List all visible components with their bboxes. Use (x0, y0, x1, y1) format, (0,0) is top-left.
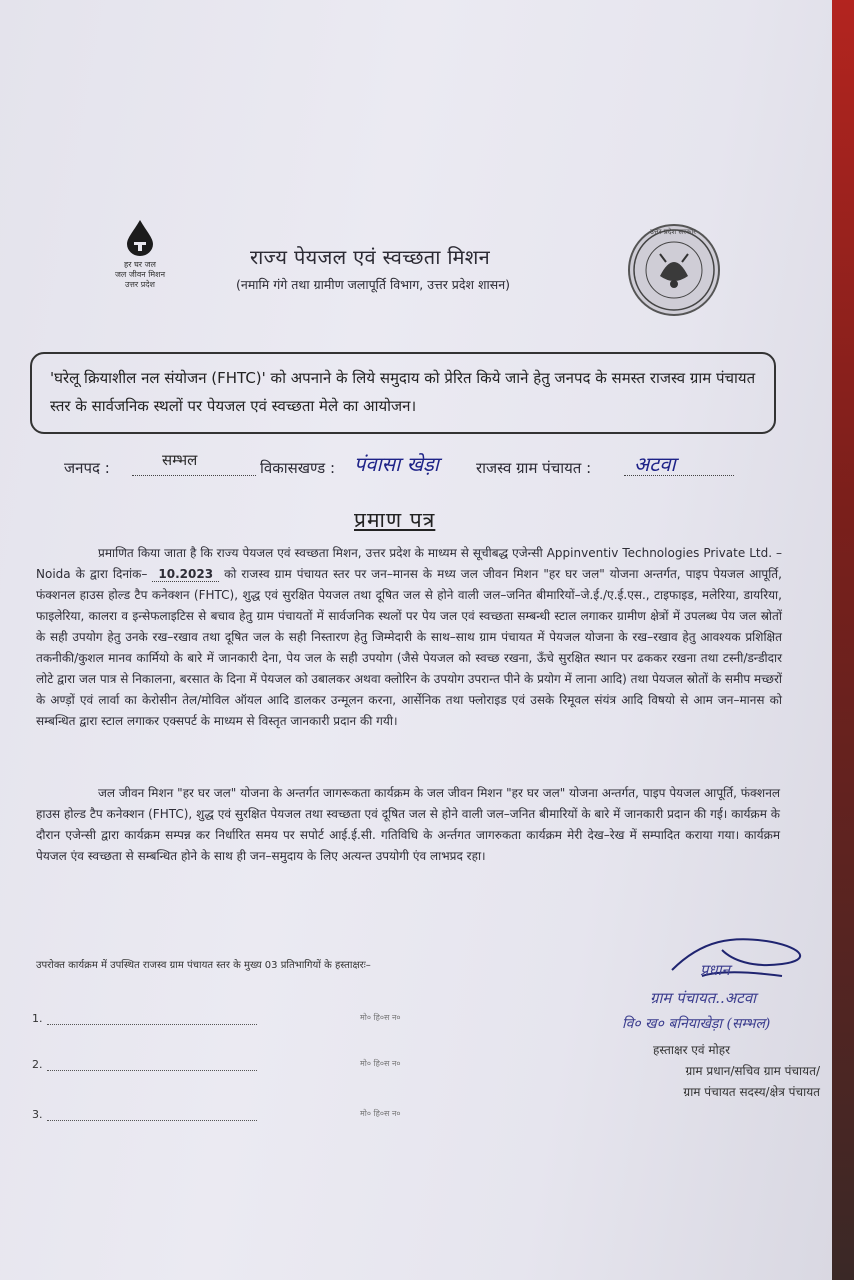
district-label: जनपद : (64, 459, 110, 477)
block-value: पंवासा खेड़ा (354, 452, 439, 476)
up-government-emblem-icon (628, 224, 720, 316)
participant-number: 2. (32, 1058, 43, 1071)
signatory-block (570, 1040, 820, 1103)
para1-part-a: प्रमाणित किया जाता है कि राज्य पेयजल एवं स्वच्छता मिशन, उत्तर प्रदेश के माध्यम से सूचीबद्ध एजेन्सी Appinventiv Technologies Private Ltd. – Noida के द्वारा दिनांक– (36, 546, 782, 581)
location-fields (64, 450, 784, 486)
district-underline (132, 474, 256, 476)
stamp-line-1: प्रधान (700, 961, 730, 979)
participant-row (32, 1058, 401, 1071)
event-date: 10.2023 (152, 567, 219, 582)
participant-number: 3. (32, 1108, 43, 1121)
signature-line (47, 1024, 257, 1025)
banner-text: 'घरेलू क्रियाशील नल संयोजन (FHTC)' को अपनाने के लिये समुदाय को प्रेरित किये जाने हेतु जनपद के समस्त राजस्व ग्राम पंचायत स्तर के सार्वजनिक स्थलों पर पेयजल एवं स्वच्छता मेले का आयोजन। (50, 369, 756, 415)
participant-number: 1. (32, 1012, 43, 1025)
signature-line (47, 1070, 257, 1071)
block-label: विकासखण्ड : (260, 459, 336, 477)
participant-row (32, 1012, 401, 1025)
district-value: सम्भल (162, 451, 198, 469)
participants-intro: उपरोक्त कार्यक्रम में उपस्थित राजस्व ग्राम पंचायत स्तर के मुख्य 03 प्रतिभागियों के हस्ताक्षरः– (36, 960, 371, 971)
certificate-title: प्रमाण पत्र (354, 508, 436, 532)
mobile-label: मो० हि०स न० (360, 1059, 401, 1068)
logo-caption-3: उत्तर प्रदेश (125, 280, 155, 289)
stamp-line-2: ग्राम पंचायत..अटवा (650, 989, 757, 1007)
logo-caption-1: हर घर जल (124, 260, 156, 269)
page-title: राज्य पेयजल एवं स्वच्छता मिशन (250, 245, 491, 269)
signatory-line-2: ग्राम प्रधान/सचिव ग्राम पंचायत/ (685, 1064, 820, 1078)
panchayat-value: अटवा (634, 452, 676, 476)
stamp-line-3: वि० ख० बनियाखेड़ा (सम्भल) (622, 1016, 771, 1032)
signature-line (47, 1120, 257, 1121)
para2-text: जल जीवन मिशन "हर घर जल" योजना के अन्तर्गत जागरूकता कार्यक्रम के जल जीवन मिशन "हर घर जल" योजना अन्तर्गत, पाइप पेयजल आपूर्ति, फंक्शनल हाउस होल्ड टैप कनेक्शन (FHTC), शुद्ध एवं सुरक्षित पेयजल तथा स्वच्छता एवं दूषित जल से होने वाली जल–जनित बीमारियों के बारे में जानकारी प्रदान की गई। कार्यक्रम के दौरान एजेन्सी द्वारा कार्यक्रम सम्पन्न कर निर्धारित समय पर सपोर्ट आई.ई.सी. गतिविधि के अर्न्तगत जागरुकता कार्यक्रम मेरी देख–रेख में सम्पादित कराया गया। कार्यक्रम पेयजल एंव स्वच्छता से सम्बन्धित होने के साथ ही जन–समुदाय के लिए अत्यन्त उपयोगी एंव लाभप्रद रहा। (36, 786, 780, 863)
logo-caption-2: जल जीवन मिशन (114, 270, 166, 279)
certificate-paragraph-1 (36, 543, 782, 732)
pradhan-stamp (622, 930, 852, 1040)
signature-scribble-icon (662, 930, 822, 990)
event-banner (30, 352, 776, 434)
para1-part-b: को राजस्व ग्राम पंचायत स्तर पर जन–मानस के मध्य जल जीवन मिशन "हर घर जल" योजना अन्तर्गत, पाइप पेयजल आपूर्ति, फंक्शनल हाउस होल्ड टैप कनेक्शन (FHTC), शुद्ध एवं सुरक्षित पेयजल तथा दूषित जल से होने वाली जल–जनित बीमारियों–जे.ई./ए.ई.एस., टाइफाइड, मलेरिया, डायरिया, फाइलेरिया, कालरा व इन्सेफलाइटिस से बचाव हेतु ग्राम पंचायतों में सार्वजनिक स्थलों पर पेय जल एवं स्वच्छता सम्बन्धी स्टाल लगाकर ग्रामीण क्षेत्रों में उपलब्ध पेय जल स्रोतों के सही उपयोग हेतु उनके रख–रखाव तथा दूषित जल के सही निस्तारण हेतु जिम्मेदारी के साथ–साथ ग्राम पंचायत में पेयजल योजना के रख–रखाव हेतु आवश्यक प्रशिक्षित तकनीकी/कुशल मानव कार्मियो के बारे में जानकारी देना, पेय जल के सही उपयोग (जैसे पेयजल को स्वच्छ रखना, ऊँचे सुरक्षित स्थान पर ढककर रखना तथा टस्नी/डन्डीदार लोटे द्वारा जल पात्र से निकालना, बरसात के दिना में पेयजल को उबालकर अथवा क्लोरिन के उपयोग उपरान्त पीने के प्रयोग में लाना आदि) तथा पेयजल स्रोतों के समीप मच्छरों के अण्ड़ों एवं लार्वा का केरोसीन तेल/मोविल ऑयल आदि डालकर उन्मूलन करना, आर्सेनिक तथा फ्लोराइड एवं उसके रिमूवल संयंत्र आदि विषयो से आम जन–मानस को सम्बन्धित द्वारा स्टाल लगाकर एक्सपर्ट के माध्यम से विस्तृत जानकारी प्रदान की गयी। (36, 567, 782, 728)
panchayat-label: राजस्व ग्राम पंचायत : (476, 459, 592, 477)
har-ghar-jal-logo (100, 218, 180, 290)
mobile-label: मो० हि०स न० (360, 1013, 401, 1022)
signatory-line-3: ग्राम पंचायत सदस्य/क्षेत्र पंचायत (683, 1085, 820, 1099)
participant-row (32, 1108, 401, 1121)
water-drop-icon (123, 218, 157, 256)
certificate-paragraph-2 (36, 783, 780, 867)
background-edge (832, 0, 854, 1280)
emblem-text: उत्तर प्रदेश सरकार (649, 228, 697, 236)
mobile-label: मो० हि०स न० (360, 1109, 401, 1118)
signatory-line-1: हस्ताक्षर एवं मोहर (652, 1043, 730, 1057)
page-subtitle: (नमामि गंगे तथा ग्रामीण जलापूर्ति विभाग, उत्तर प्रदेश शासन) (236, 277, 511, 292)
